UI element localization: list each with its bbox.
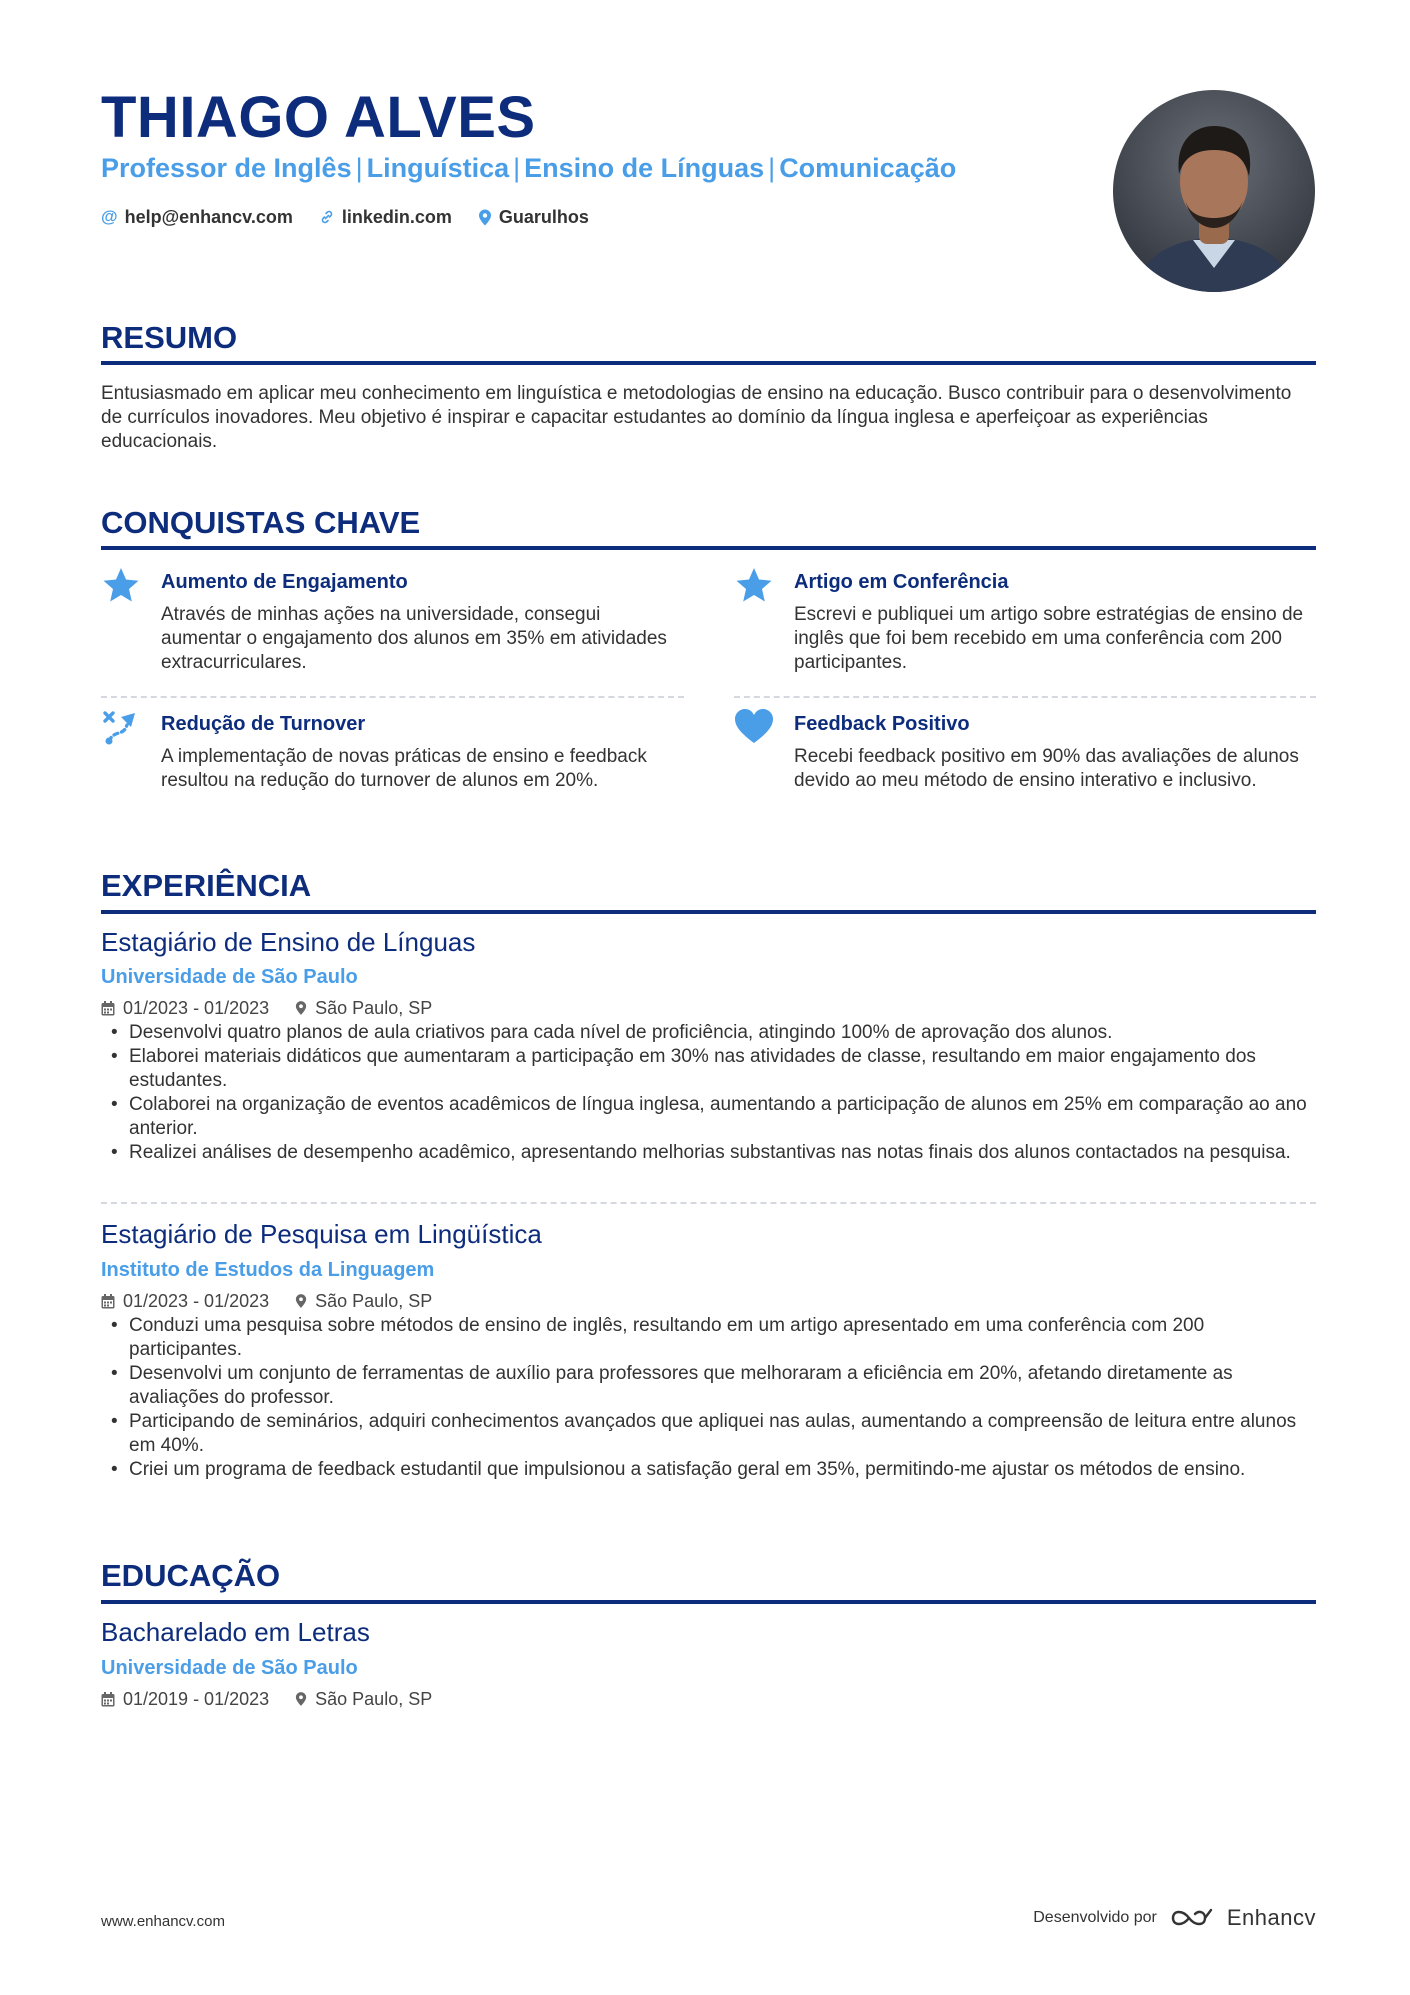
- list-item: • Elaborei materiais didáticos que aumentaram a participação em 30% nas atividades de classe, resultando em maior engajamento dos estudantes.: [101, 1045, 1316, 1093]
- job-meta: [101, 996, 432, 1020]
- education-dates: [101, 1687, 269, 1711]
- title-part: Linguística: [366, 153, 510, 183]
- title-separator: |: [355, 153, 363, 183]
- brand-name: Enhancv: [1226, 1905, 1316, 1930]
- job-bullets: [101, 1314, 1316, 1482]
- star-icon: [101, 565, 141, 605]
- link-icon: [319, 209, 335, 225]
- section-divider: [101, 361, 1316, 365]
- achievement-text: A implementação de novas práticas de ensino e feedback resultou na redução do turnover de alunos em 20%.: [161, 746, 647, 791]
- location-pin-icon: [295, 1691, 307, 1707]
- title-separator: |: [513, 153, 521, 183]
- achievement-text: Recebi feedback positivo em 90% das avaliações de alunos devido ao meu método de ensino interativo e inclusivo.: [794, 746, 1299, 791]
- calendar-icon: [101, 1692, 115, 1707]
- job-location-text: São Paulo, SP: [315, 998, 433, 1018]
- calendar-icon: [101, 1001, 115, 1016]
- job-dates-text: 01/2023 - 01/2023: [123, 998, 270, 1018]
- education-dates-text: 01/2019 - 01/2023: [123, 1689, 270, 1709]
- dashed-divider: [101, 1202, 1316, 1204]
- profile-photo: [1113, 90, 1315, 292]
- summary-heading: RESUMO: [101, 320, 238, 355]
- list-item: • Realizei análises de desempenho acadêmico, apresentando melhorias substantivas nas notas finais dos alunos contactados na pesquisa.: [101, 1141, 1316, 1165]
- job-dates: [101, 996, 269, 1020]
- section-divider: [101, 546, 1316, 550]
- education-location: [295, 1687, 432, 1711]
- location-pin-icon: [478, 209, 492, 226]
- enhancv-logo-icon: [1169, 1906, 1215, 1930]
- section-divider: [101, 1600, 1316, 1604]
- education-location-text: São Paulo, SP: [315, 1689, 433, 1709]
- dashed-divider: [101, 696, 684, 698]
- dashed-divider: [734, 696, 1316, 698]
- list-item: • Colaborei na organização de eventos acadêmicos de língua inglesa, aumentando a participação de alunos em 25% em comparação ao ano anterior.: [101, 1093, 1316, 1141]
- list-item: • Criei um programa de feedback estudantil que impulsionou a satisfação geral em 35%, permitindo-me ajustar os métodos de ensino.: [101, 1458, 1316, 1482]
- company-name: Instituto de Estudos da Linguagem: [101, 1259, 435, 1281]
- heart-icon: [734, 707, 774, 747]
- location-pin-icon: [295, 1000, 307, 1016]
- job-meta: [101, 1289, 432, 1313]
- title-separator: |: [768, 153, 776, 183]
- star-icon: [734, 565, 774, 605]
- title-part: Professor de Inglês: [101, 153, 352, 183]
- list-item: • Conduzi uma pesquisa sobre métodos de ensino de inglês, resultando em um artigo apresentado em uma conferência com 200 participantes.: [101, 1314, 1316, 1362]
- job-dates-text: 01/2023 - 01/2023: [123, 1291, 270, 1311]
- achievements-heading: CONQUISTAS CHAVE: [101, 505, 421, 540]
- achievement-title: Artigo em Conferência: [794, 571, 1009, 593]
- job-location: [295, 996, 432, 1020]
- achievement-text: Através de minhas ações na universidade, consegui aumentar o engajamento dos alunos em 35% em atividades extracurriculares.: [161, 604, 667, 673]
- email-text: help@enhancv.com: [124, 207, 293, 227]
- candidate-name: THIAGO ALVES: [101, 85, 536, 150]
- contact-email[interactable]: [101, 205, 293, 229]
- list-item: • Desenvolvi quatro planos de aula criativos para cada nível de proficiência, atingindo 100% de aprovação dos alunos.: [101, 1021, 1316, 1045]
- route-icon: [101, 707, 141, 747]
- achievement-title: Redução de Turnover: [161, 713, 366, 735]
- education-meta: [101, 1687, 432, 1711]
- school-name: Universidade de São Paulo: [101, 1657, 358, 1679]
- footer-branding: [1033, 1905, 1316, 1931]
- degree-title: Bacharelado em Letras: [101, 1617, 370, 1647]
- job-title: Estagiário de Pesquisa em Lingüística: [101, 1219, 542, 1249]
- title-part: Comunicação: [779, 153, 957, 183]
- resume-page: [101, 0, 1316, 1995]
- job-dates: [101, 1289, 269, 1313]
- achievement-title: Aumento de Engajamento: [161, 571, 408, 593]
- summary-text: Entusiasmado em aplicar meu conhecimento em linguística e metodologias de ensino na educação. Busco contribuir para o desenvolvimento de currículos inovadores. Meu objetivo é inspirar e capacitar estudantes ao domínio da língua inglesa e aperfeiçoar as experiências educacionais.: [101, 383, 1292, 452]
- job-location-text: São Paulo, SP: [315, 1291, 433, 1311]
- contact-location: [478, 205, 589, 229]
- contact-linkedin[interactable]: [319, 205, 452, 229]
- linkedin-text: linkedin.com: [341, 207, 452, 227]
- powered-by-text: Desenvolvido por: [1033, 1909, 1157, 1926]
- title-part: Ensino de Línguas: [524, 153, 765, 183]
- job-location: [295, 1289, 432, 1313]
- calendar-icon: [101, 1294, 115, 1309]
- education-heading: EDUCAÇÃO: [101, 1558, 281, 1593]
- company-name: Universidade de São Paulo: [101, 966, 358, 988]
- experience-heading: EXPERIÊNCIA: [101, 868, 312, 903]
- location-pin-icon: [295, 1293, 307, 1309]
- list-item: • Participando de seminários, adquiri conhecimentos avançados que apliquei nas aulas, aumentando a compreensão de leitura entre alunos em 40%.: [101, 1410, 1316, 1458]
- achievement-title: Feedback Positivo: [794, 713, 970, 735]
- job-bullets: [101, 1021, 1316, 1165]
- at-icon: @: [101, 207, 118, 226]
- footer-website[interactable]: www.enhancv.com: [101, 1913, 225, 1930]
- candidate-title: [101, 150, 956, 186]
- list-item: • Desenvolvi um conjunto de ferramentas de auxílio para professores que melhoraram a eficiência em 20%, afetando diretamente as avaliações do professor.: [101, 1362, 1316, 1410]
- location-text: Guarulhos: [498, 207, 589, 227]
- contact-list: [101, 205, 589, 229]
- job-title: Estagiário de Ensino de Línguas: [101, 927, 476, 957]
- section-divider: [101, 910, 1316, 914]
- achievement-text: Escrevi e publiquei um artigo sobre estratégias de ensino de inglês que foi bem recebido em uma conferência com 200 participantes.: [794, 604, 1304, 673]
